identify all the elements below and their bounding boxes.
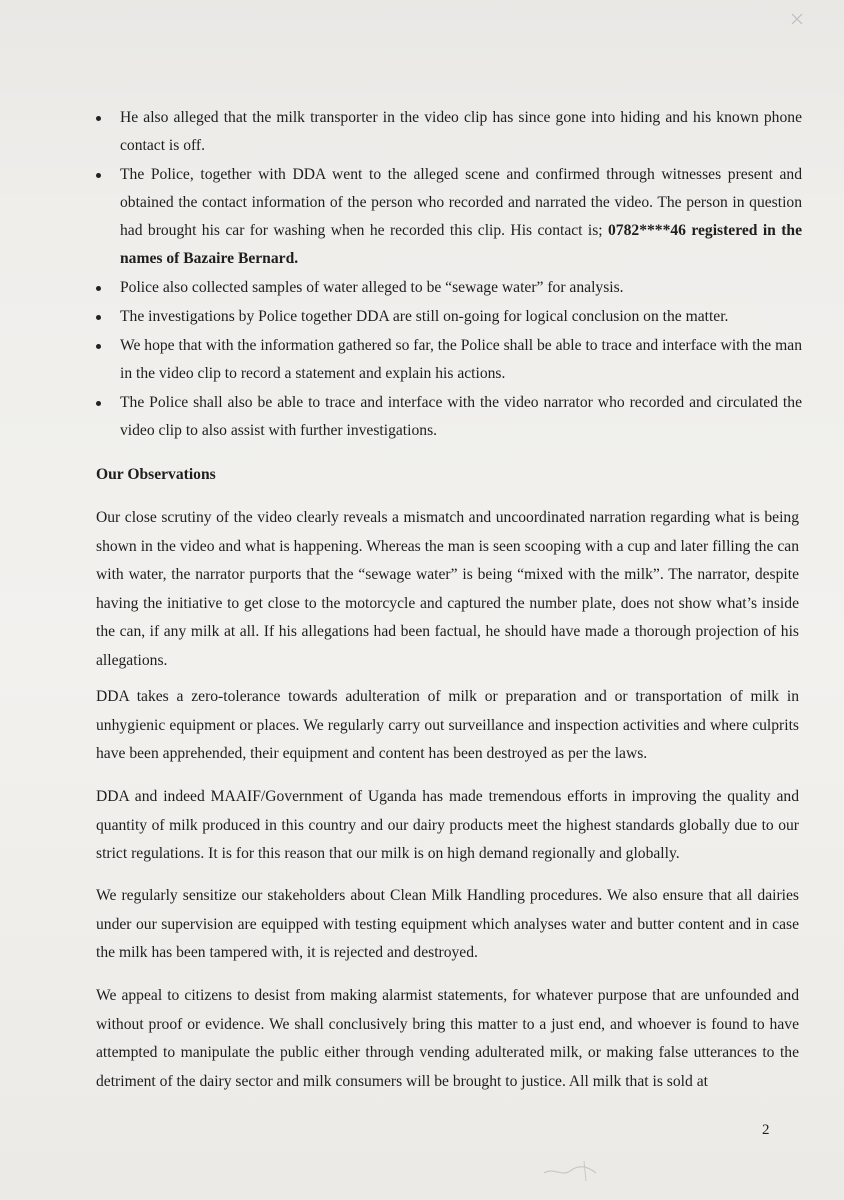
bullet-dot-icon	[96, 315, 101, 320]
section-heading: Our Observations	[96, 466, 216, 483]
bullet-text: The Police, together with DDA went to the alleged scene and confirmed through witnesses present and obtained the contact information of the person who recorded and narrated the video. The person in question had brought his car for washing when he recorded this clip. His contact is;	[120, 166, 802, 239]
bullet-text: He also alleged that the milk transporter in the video clip has since gone into hiding and his known phone contact is off.	[120, 109, 802, 154]
bullet-text: Police also collected samples of water alleged to be “sewage water” for analysis.	[120, 279, 624, 296]
bullet-item	[96, 274, 802, 302]
ink-smudge	[540, 1155, 600, 1185]
body-paragraph: We appeal to citizens to desist from making alarmist statements, for whatever purpose that are unfounded and without proof or evidence. We shall conclusively bring this matter to a just end, and whoever is found to have attempted to manipulate the public either through vending adulterated milk, or making false utterances to the detriment of the dairy sector and milk consumers will be brought to justice. All milk that is sold at	[96, 987, 799, 1090]
bullet-bold-text: 0782****46 registered in the names of Bazaire Bernard.	[120, 222, 803, 267]
corner-mark	[790, 12, 804, 26]
bullet-dot-icon	[96, 286, 101, 291]
bullet-item	[96, 303, 802, 331]
bullet-dot-icon	[96, 344, 101, 349]
bullet-text: The Police shall also be able to trace and interface with the video narrator who recorded and circulated the video clip to also assist with further investigations.	[120, 394, 802, 439]
body-paragraph: DDA takes a zero-tolerance towards adulteration of milk or preparation and or transportation of milk in unhygienic equipment or places. We regularly carry out surveillance and inspection activities and where culprits have been apprehended, their equipment and content has been destroyed as per the laws.	[96, 688, 799, 762]
body-paragraph: DDA and indeed MAAIF/Government of Uganda has made tremendous efforts in improving the quality and quantity of milk produced in this country and our dairy products meet the highest standards globally due to our strict regulations. It is for this reason that our milk is on high demand regionally and globally.	[96, 788, 799, 862]
bullet-text: We hope that with the information gathered so far, the Police shall be able to trace and interface with the man in the video clip to record a statement and explain his actions.	[120, 337, 802, 382]
body-paragraph: Our close scrutiny of the video clearly reveals a mismatch and uncoordinated narration regarding what is being shown in the video and what is happening. Whereas the man is seen scooping with a cup and later filling the can with water, the narrator purports that the “sewage water” is being “mixed with the milk”. The narrator, despite having the initiative to get close to the motorcycle and captured the number plate, does not show what’s inside the can, if any milk at all. If his allegations had been factual, he should have made a thorough projection of his allegations.	[96, 509, 799, 669]
bullet-dot-icon	[96, 401, 101, 406]
bullet-dot-icon	[96, 173, 101, 178]
bullet-list	[96, 104, 802, 446]
bullet-item	[96, 332, 802, 388]
bullet-text: The investigations by Police together DDA are still on-going for logical conclusion on the matter.	[120, 308, 729, 325]
body-paragraph: We regularly sensitize our stakeholders about Clean Milk Handling procedures. We also ensure that all dairies under our supervision are equipped with testing equipment which analyses water and butter content and in case the milk has been tampered with, it is rejected and destroyed.	[96, 887, 799, 961]
page-number: 2	[762, 1122, 770, 1138]
bullet-item	[96, 161, 802, 273]
bullet-dot-icon	[96, 116, 101, 121]
bullet-item	[96, 104, 802, 160]
bullet-item	[96, 389, 802, 445]
